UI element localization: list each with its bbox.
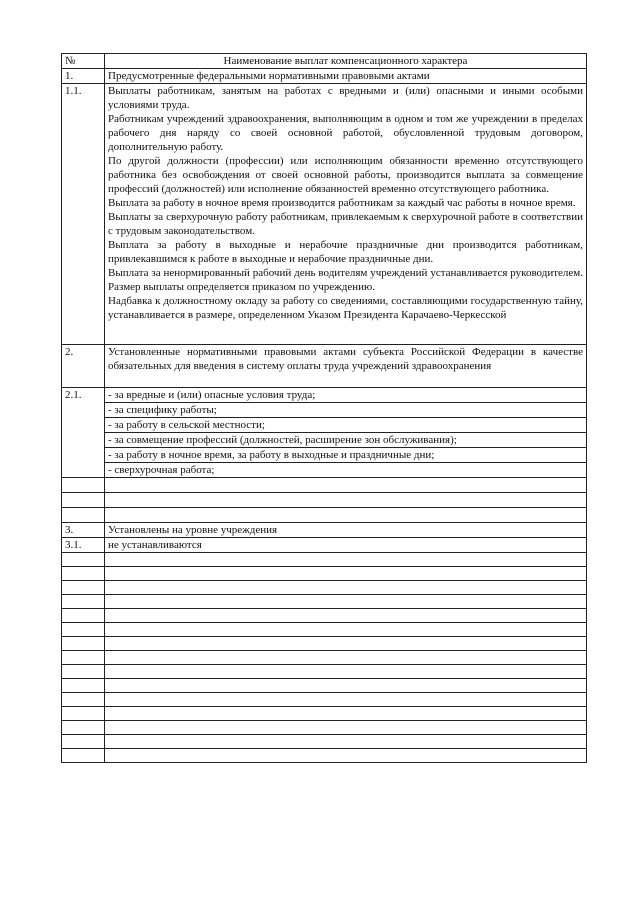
table-header-row — [62, 54, 587, 69]
empty-row — [62, 623, 587, 637]
empty-row — [62, 595, 587, 609]
empty-cell — [105, 478, 587, 493]
item-1-1-paragraph: Работникам учреждений здравоохранения, выполняющим в одном и том же учреждении в пределах рабочего дня наряду со своей основной работой, обусловленной трудовым договором, дополнительную работу. — [108, 113, 583, 153]
section-2-1-line-row — [62, 418, 587, 433]
header-num-cell: № — [62, 54, 105, 69]
empty-cell — [105, 609, 587, 623]
empty-cell — [62, 651, 105, 665]
empty-cell — [105, 595, 587, 609]
empty-cell — [105, 735, 587, 749]
item-1-1-paragraph: По другой должности (профессии) или исполняющим обязанности временно отсутствующего работника без освобождения от своей основной работы, производится выплата за совмещение профессий (должностей) или исполнение обязанностей временно отсутствующего работника. — [108, 155, 583, 195]
section-2-num: 2. — [62, 345, 105, 388]
section-2-1-line-row — [62, 448, 587, 463]
section-2-1-line-row — [62, 433, 587, 448]
empty-cell — [62, 693, 105, 707]
empty-row — [62, 679, 587, 693]
empty-cell — [62, 721, 105, 735]
section-2-1-line: - сверхурочная работа; — [105, 463, 587, 478]
empty-cell — [62, 493, 105, 508]
item-1-1-paragraph: Надбавка к должностному окладу за работу со сведениями, составляющими государственную тайну, устанавливается в размере, определенном Указом Президента Карачаево-Черкесской — [108, 295, 583, 321]
empty-row — [62, 553, 587, 567]
section-1-title: Предусмотренные федеральными нормативными правовыми актами — [105, 69, 587, 84]
empty-row — [62, 749, 587, 763]
empty-cell — [62, 508, 105, 523]
section-3-row — [62, 523, 587, 538]
empty-row — [62, 478, 587, 493]
section-1-num: 1. — [62, 69, 105, 84]
empty-cell — [62, 665, 105, 679]
empty-cell — [62, 553, 105, 567]
item-1-1-paragraph: Выплата за работу в ночное время производится работникам за каждый час работы в ночное время. — [108, 197, 576, 209]
empty-cell — [62, 567, 105, 581]
empty-cell — [105, 581, 587, 595]
empty-cell — [105, 508, 587, 523]
item-1-1-paragraph: Выплаты за сверхурочную работу работникам, привлекаемым к сверхурочной работе в соответствии с трудовым законодательством. — [108, 211, 583, 237]
empty-cell — [105, 651, 587, 665]
section-2-1-line: - за вредные и (или) опасные условия труда; — [105, 388, 587, 403]
compensation-table — [61, 53, 587, 763]
empty-cell — [62, 679, 105, 693]
header-title-cell: Наименование выплат компенсационного характера — [105, 54, 587, 69]
empty-cell — [62, 735, 105, 749]
empty-row — [62, 493, 587, 508]
item-1-1-row — [62, 84, 587, 345]
empty-cell — [105, 679, 587, 693]
empty-cell — [105, 567, 587, 581]
empty-cell — [62, 581, 105, 595]
section-3-1-text: не устанавливаются — [105, 538, 587, 553]
section-2-1-line: - за специфику работы; — [105, 403, 587, 418]
section-2-1-line: - за работу в сельской местности; — [105, 418, 587, 433]
empty-row — [62, 508, 587, 523]
empty-cell — [62, 609, 105, 623]
empty-row — [62, 567, 587, 581]
empty-cell — [105, 749, 587, 763]
empty-row — [62, 637, 587, 651]
empty-cell — [62, 707, 105, 721]
empty-row — [62, 721, 587, 735]
empty-cell — [62, 595, 105, 609]
section-2-row — [62, 345, 587, 388]
empty-cell — [105, 665, 587, 679]
section-2-1-row — [62, 388, 587, 403]
item-1-1-text — [105, 84, 587, 345]
empty-cell — [105, 721, 587, 735]
empty-cell — [105, 493, 587, 508]
section-3-title: Установлены на уровне учреждения — [105, 523, 587, 538]
empty-row — [62, 665, 587, 679]
empty-row — [62, 609, 587, 623]
empty-cell — [105, 707, 587, 721]
empty-cell — [105, 623, 587, 637]
section-2-1-line: - за работу в ночное время, за работу в выходные и праздничные дни; — [105, 448, 587, 463]
empty-cell — [62, 478, 105, 493]
empty-cell — [62, 749, 105, 763]
empty-row — [62, 693, 587, 707]
item-1-1-paragraph: Выплата за работу в выходные и нерабочие праздничные дни производится работникам, привлекавшимся к работе в выходные и нерабочие праздничные дни. — [108, 239, 583, 265]
section-2-title-text: Установленные нормативными правовыми актами субъекта Российской Федерации в качестве обязательных для введения в систему оплаты труда учреждений здравоохранения — [108, 346, 583, 372]
section-3-1-row — [62, 538, 587, 553]
empty-row — [62, 651, 587, 665]
section-3-num: 3. — [62, 523, 105, 538]
empty-cell — [105, 553, 587, 567]
item-1-1-paragraph: Выплаты работникам, занятым на работах с вредными и (или) опасными и иными особыми условиями труда. — [108, 85, 583, 111]
section-2-1-line-row — [62, 403, 587, 418]
item-1-1-paragraph: Выплата за ненормированный рабочий день водителям учреждений устанавливается руководителем. Размер выплаты определяется приказом по учреждению. — [108, 267, 583, 293]
empty-row — [62, 707, 587, 721]
section-2-1-line-row — [62, 463, 587, 478]
section-2-title — [105, 345, 587, 388]
empty-cell — [105, 693, 587, 707]
empty-row — [62, 735, 587, 749]
section-1-row — [62, 69, 587, 84]
section-2-1-num: 2.1. — [62, 388, 105, 478]
item-1-1-num: 1.1. — [62, 84, 105, 345]
empty-cell — [62, 637, 105, 651]
empty-cell — [105, 637, 587, 651]
empty-row — [62, 581, 587, 595]
section-2-1-line: - за совмещение профессий (должностей, расширение зон обслуживания); — [105, 433, 587, 448]
empty-cell — [62, 623, 105, 637]
section-3-1-num: 3.1. — [62, 538, 105, 553]
